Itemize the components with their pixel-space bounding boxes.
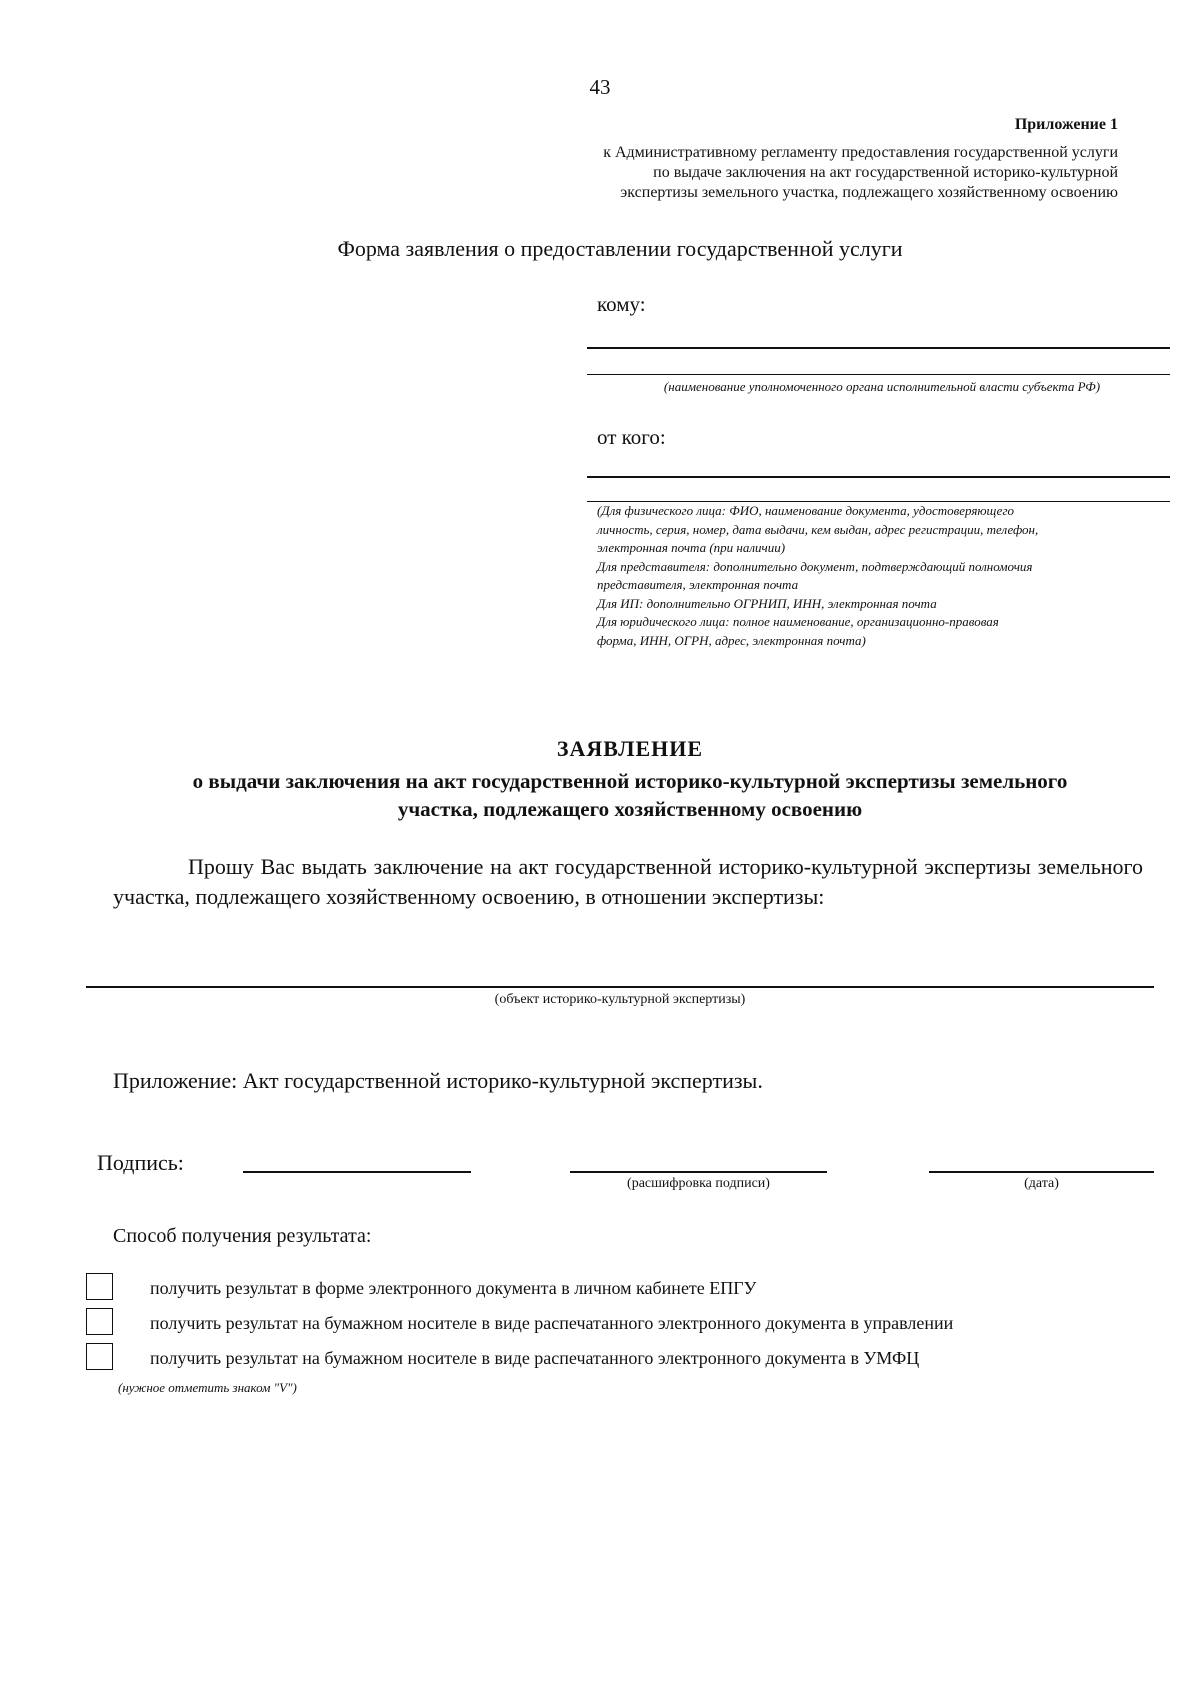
appendix-subtitle <box>498 143 1118 203</box>
object-input-line[interactable] <box>86 986 1154 988</box>
option-office-checkbox[interactable] <box>86 1308 113 1335</box>
from-hints <box>597 502 1172 650</box>
object-caption: (объект историко-культурной экспертизы) <box>494 992 746 1007</box>
signature-decode-caption: (расшифровка подписи) <box>627 1176 770 1191</box>
appendix-subtitle-line: экспертизы земельного участка, подлежащего хозяйственному освоению <box>620 184 1118 201</box>
to-label: кому: <box>597 292 646 316</box>
statement-subtitle <box>100 767 1160 823</box>
option-umfc-label: получить результат на бумажном носителе в виде распечатанного электронного документа в УМФЦ <box>150 1348 920 1368</box>
to-caption: (наименование уполномоченного органа исполнительной власти субъекта РФ) <box>663 379 1101 394</box>
option-epgu-checkbox[interactable] <box>86 1273 113 1300</box>
from-hint-line: электронная почта (при наличии) <box>597 540 786 555</box>
from-hint-line: личность, серия, номер, дата выдачи, кем выдан, адрес регистрации, телефон, <box>597 521 1039 537</box>
page-number: 43 <box>589 75 611 99</box>
from-hint-line: Для юридического лица: полное наименование, организационно-правовая <box>597 614 999 629</box>
from-hint-line: (Для физического лица: ФИО, наименование документа, удостоверяющего <box>597 503 1015 518</box>
statement-body: Прошу Вас выдать заключение на акт государственной историко-культурной экспертизы земельного участка, подлежащего хозяйственному освоению, в отношении экспертизы: <box>113 854 1143 909</box>
statement-subtitle-line: о выдачи заключения на акт государственной историко-культурной экспертизы земельного <box>192 769 1068 793</box>
option-umfc-checkbox[interactable] <box>86 1343 113 1370</box>
appendix-subtitle-line: к Административному регламенту предоставления государственной услуги <box>603 144 1118 161</box>
statement-subtitle-line: участка, подлежащего хозяйственному освоению <box>397 797 863 821</box>
to-input-line[interactable] <box>587 347 1170 349</box>
appendix-title: Приложение 1 <box>1014 116 1118 133</box>
signature-decode-line[interactable] <box>570 1171 827 1173</box>
appendix-subtitle-line: по выдаче заключения на акт государственной историко-культурной <box>653 164 1118 181</box>
attachment-text: Приложение: Акт государственной историко-культурной экспертизы. <box>113 1068 763 1093</box>
form-title: Форма заявления о предоставлении государственной услуги <box>337 236 903 261</box>
option-epgu-label: получить результат в форме электронного документа в личном кабинете ЕПГУ <box>150 1278 757 1298</box>
result-method-label: Способ получения результата: <box>113 1225 372 1247</box>
from-hint-line: Для представителя: дополнительно документ, подтверждающий полномочия <box>597 558 1033 574</box>
from-hint-line: форма, ИНН, ОГРН, адрес, электронная почта) <box>597 632 866 648</box>
signature-label: Подпись: <box>97 1150 184 1175</box>
from-label: от кого: <box>597 425 666 449</box>
date-caption: (дата) <box>1024 1176 1059 1191</box>
signature-line[interactable] <box>243 1171 471 1173</box>
date-line[interactable] <box>929 1171 1154 1173</box>
to-caption-line <box>587 374 1170 375</box>
from-hint-line: Для ИП: дополнительно ОГРНИП, ИНН, электронная почта <box>597 595 937 611</box>
from-hint-line: представителя, электронная почта <box>597 577 799 592</box>
from-input-line[interactable] <box>587 476 1170 478</box>
statement-title: ЗАЯВЛЕНИЕ <box>556 736 704 761</box>
checkbox-note: (нужное отметить знаком "V") <box>118 1380 297 1395</box>
option-office-label: получить результат на бумажном носителе в виде распечатанного электронного документа в управлении <box>150 1313 954 1333</box>
